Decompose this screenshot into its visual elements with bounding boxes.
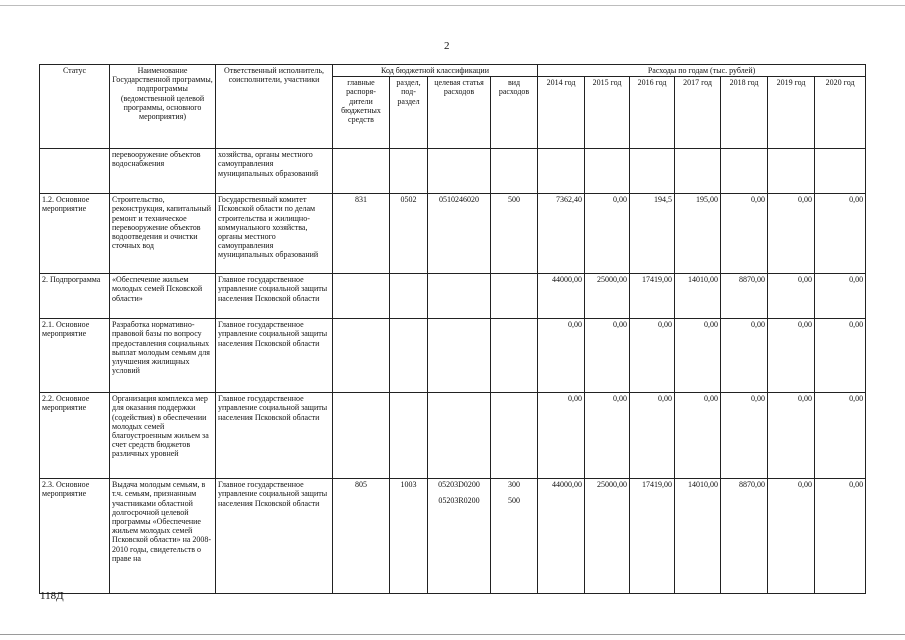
row-status [40,149,110,194]
table-row [40,479,866,594]
row-type [491,393,538,479]
row-article [428,194,491,274]
row-article-value: 05203R0200 [438,496,480,506]
table-row [40,149,866,194]
header-article: целевая статья расходов [428,77,491,149]
header-row-1 [40,65,866,77]
row-grbs [333,319,390,393]
row-year-value [721,149,768,194]
row-year-value [815,149,866,194]
row-article-value: 05203D0200 [438,480,480,490]
row-responsible: Государственный комитет Псковской области по делам строительства и жилищно-коммунального хозяйства, органы местного самоуправления муниципальных образований [216,194,333,274]
row-status: 2.1. Основное мероприятие [40,319,110,393]
header-year: 2018 год [721,77,768,149]
table-body [40,65,866,594]
row-section [390,319,428,393]
row-year-value: 194,5 [630,194,675,274]
row-year-value: 0,00 [721,194,768,274]
row-section: 1003 [390,479,428,594]
header-type: вид расходов [491,77,538,149]
row-type [491,274,538,319]
row-year-value [675,149,721,194]
row-grbs [333,274,390,319]
header-year: 2016 год [630,77,675,149]
header-year: 2015 год [585,77,630,149]
header-name: Наименование Государственной программы, подпрограммы (ведомственной целевой программы, основного мероприятия) [110,65,216,149]
row-year-value: 17419,00 [630,479,675,594]
header-year: 2017 год [675,77,721,149]
table-row [40,194,866,274]
header-year: 2019 год [768,77,815,149]
row-status: 2. Подпрограмма [40,274,110,319]
row-article [428,149,491,194]
row-year-value: 0,00 [815,319,866,393]
row-status: 2.2. Основное мероприятие [40,393,110,479]
row-article [428,479,491,594]
row-year-value: 0,00 [721,319,768,393]
row-responsible: Главное государственное управление социальной защиты населения Псковской области [216,393,333,479]
header-expenses: Расходы по годам (тыс. рублей) [538,65,866,77]
page-number: 2 [444,40,450,52]
row-name: «Обеспечение жильем молодых семей Псковской области» [110,274,216,319]
row-name: Разработка нормативно-правовой базы по вопросу предоставления социальных выплат молодым семьям для улучшения жилищных условий [110,319,216,393]
row-year-value: 17419,00 [630,274,675,319]
table-row [40,274,866,319]
row-grbs: 831 [333,194,390,274]
header-year: 2014 год [538,77,585,149]
row-name: Выдача молодым семьям, в т.ч. семьям, признанным участниками областной долгосрочной целевой программы «Обеспечение жильем молодых семей Псковской области» на 2008-2010 годы, свидетельств о праве на [110,479,216,594]
row-responsible: хозяйства, органы местного самоуправления муниципальных образований [216,149,333,194]
row-year-value: 7362,40 [538,194,585,274]
row-year-value: 0,00 [585,393,630,479]
footer-code: 118Д [40,590,64,602]
row-year-value: 0,00 [815,274,866,319]
scan-edge-bottom [0,634,905,635]
row-article-value: 0510246020 [439,195,479,205]
row-type [491,319,538,393]
row-year-value: 0,00 [630,319,675,393]
row-status: 1.2. Основное мероприятие [40,194,110,274]
row-type-value: 500 [508,195,521,205]
row-year-value: 0,00 [721,393,768,479]
row-year-value: 0,00 [768,319,815,393]
row-year-value: 0,00 [768,194,815,274]
row-year-value: 44000,00 [538,479,585,594]
row-type-value: 500 [508,496,521,506]
row-year-value [585,149,630,194]
row-name: Строительство, реконструкция, капитальный ремонт и техническое перевооружение объектов водоотведения и очистки сточных вод [110,194,216,274]
row-year-value: 0,00 [585,319,630,393]
row-year-value [768,149,815,194]
budget-table [39,64,866,594]
row-grbs: 805 [333,479,390,594]
row-type [491,149,538,194]
row-section [390,274,428,319]
row-year-value: 0,00 [815,479,866,594]
row-year-value [538,149,585,194]
row-year-value: 0,00 [768,393,815,479]
row-year-value: 0,00 [768,479,815,594]
row-year-value: 0,00 [538,319,585,393]
row-responsible: Главное государственное управление социальной защиты населения Псковской области [216,274,333,319]
row-year-value: 44000,00 [538,274,585,319]
table-row [40,393,866,479]
row-year-value: 0,00 [815,393,866,479]
row-year-value [630,149,675,194]
row-article [428,274,491,319]
scan-edge-top [0,5,905,6]
row-type [491,479,538,594]
row-responsible: Главное государственное управление социальной защиты населения Псковской области [216,479,333,594]
row-name: Организация комплекса мер для оказания поддержки (содействия) в обеспечении молодых семей благоустроенным жильем за счет средств бюджетов различных уровней [110,393,216,479]
row-type [491,194,538,274]
row-year-value: 0,00 [538,393,585,479]
row-year-value: 0,00 [815,194,866,274]
table-row [40,319,866,393]
header-status: Статус [40,65,110,149]
row-year-value: 0,00 [675,393,721,479]
row-year-value: 0,00 [768,274,815,319]
header-grbs: главные распоря-дители бюджетных средств [333,77,390,149]
row-section: 0502 [390,194,428,274]
row-article [428,393,491,479]
header-year: 2020 год [815,77,866,149]
row-status: 2.3. Основное мероприятие [40,479,110,594]
row-grbs [333,393,390,479]
row-section [390,149,428,194]
row-year-value: 8870,00 [721,479,768,594]
row-year-value: 195,00 [675,194,721,274]
row-year-value: 0,00 [630,393,675,479]
row-year-value: 0,00 [585,194,630,274]
row-year-value: 25000,00 [585,274,630,319]
row-article [428,319,491,393]
row-year-value: 25000,00 [585,479,630,594]
row-name: перевооружение объектов водоснабжения [110,149,216,194]
row-year-value: 8870,00 [721,274,768,319]
row-section [390,393,428,479]
row-year-value: 14010,00 [675,274,721,319]
row-year-value: 0,00 [675,319,721,393]
header-responsible: Ответственный исполнитель, соисполнители, участники [216,65,333,149]
header-section: раздел, под-раздел [390,77,428,149]
row-grbs [333,149,390,194]
header-budget-code: Код бюджетной классификации [333,65,538,77]
row-year-value: 14010,00 [675,479,721,594]
row-type-value: 300 [508,480,521,490]
row-responsible: Главное государственное управление социальной защиты населения Псковской области [216,319,333,393]
